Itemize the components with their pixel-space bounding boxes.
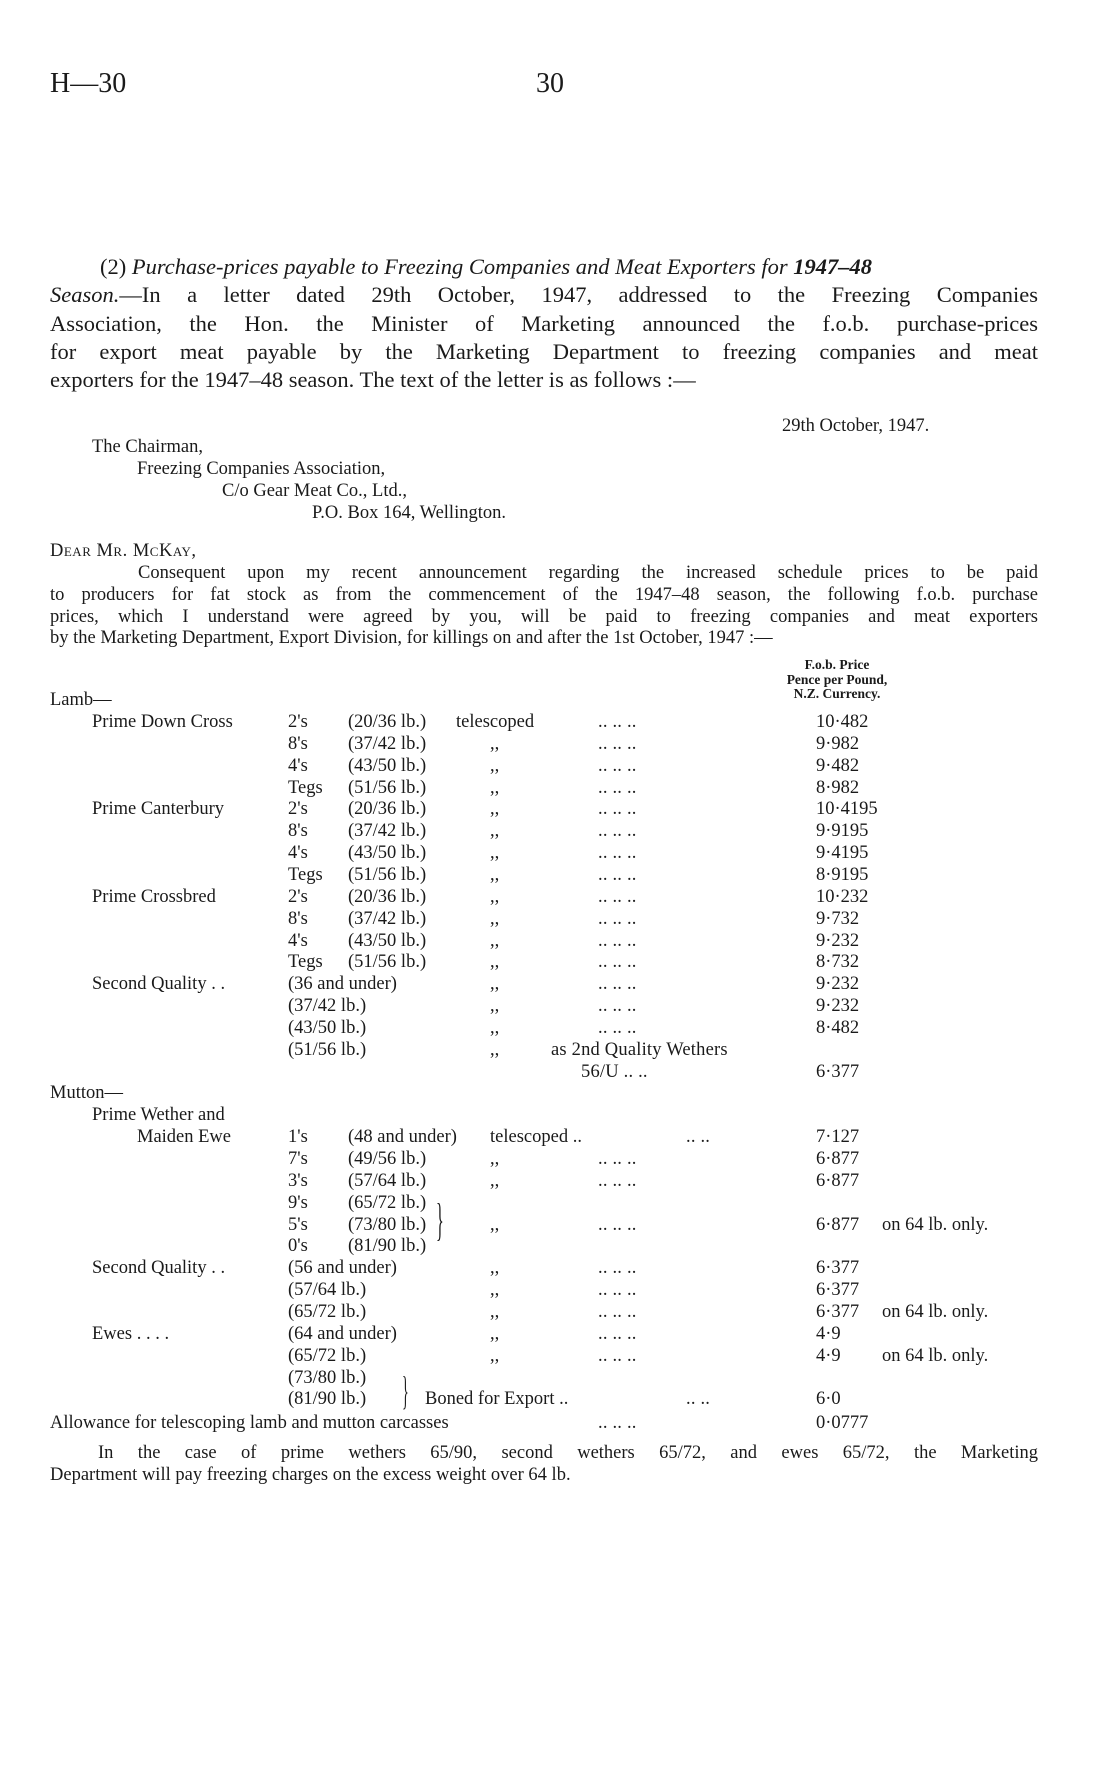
- section-lamb: Lamb—: [50, 690, 112, 710]
- row-price: 7·127: [816, 1127, 860, 1148]
- row-dots: .. .. ..: [598, 886, 637, 907]
- row-dots: .. .. ..: [598, 1017, 637, 1038]
- row-weight: (37/42 lb.): [348, 908, 427, 929]
- row-weight: (20/36 lb.): [348, 886, 427, 907]
- address-line-4: P.O. Box 164, Wellington.: [312, 503, 506, 523]
- row-price: 6·377: [816, 1280, 860, 1301]
- row-weight: (49/56 lb.): [348, 1149, 427, 1169]
- price-column-header: [752, 658, 922, 702]
- closing-line-1: In the case of prime wethers 65/90, second wethers 65/72, and ewes 65/72, the Marketing: [98, 1443, 1038, 1463]
- brace-boned-export: }: [402, 1368, 409, 1413]
- row-category: Prime Canterbury: [92, 799, 225, 820]
- row-weight: (65/72 lb.): [348, 1192, 427, 1213]
- row-weight: (20/36 lb.): [348, 799, 427, 820]
- letter-date: 29th October, 1947.: [782, 416, 930, 436]
- letter-body: [50, 563, 1038, 650]
- row-grade: Tegs: [288, 864, 323, 885]
- row-weight: (37/42 lb.): [348, 821, 427, 842]
- row-grade: (73/80 lb.): [288, 1367, 367, 1388]
- row-price: 10·232: [816, 886, 869, 907]
- row-dots: 56/U .. ..: [581, 1061, 648, 1082]
- intro-line-3: Association, the Hon. the Minister of Marketing announced the f.o.b. purchase-prices: [50, 310, 1038, 336]
- row-grade: 1's: [288, 1127, 308, 1148]
- row-price: 6·377: [816, 1061, 860, 1082]
- letter-body-line-3: prices, which I understand were agreed by you, will be paid to freezing companies and meat exporters: [50, 606, 1038, 627]
- row-category: Ewes . . . .: [92, 1323, 170, 1344]
- row-dots: .. .. ..: [598, 908, 637, 929]
- row-note: ,,: [490, 777, 500, 798]
- row-dots: .. .. ..: [598, 799, 637, 820]
- row-dots: .. .. ..: [598, 1301, 637, 1322]
- intro-line-1: (2) Purchase-prices payable to Freezing Companies and Meat Exporters for 1947–48: [100, 254, 872, 279]
- address-line-3: C/o Gear Meat Co., Ltd.,: [222, 481, 407, 501]
- row-price: 6·377: [816, 1258, 860, 1279]
- row-weight: (43/50 lb.): [348, 930, 427, 951]
- row-price: 6·877: [816, 1170, 860, 1191]
- row-price: 9·232: [816, 996, 860, 1017]
- row-note: Boned for Export ..: [425, 1389, 569, 1410]
- row-grade: 8's: [288, 821, 308, 842]
- row-grade: 5's: [288, 1214, 308, 1235]
- row-weight: (37/42 lb.): [348, 733, 427, 754]
- intro-line-4: for export meat payable by the Marketing Department to freezing companies and meat: [50, 338, 1038, 364]
- row-dots: .. ..: [686, 1127, 711, 1148]
- intro-line-5: exporters for the 1947–48 season. The text of the letter is as follows :—: [50, 367, 696, 393]
- row-note: ,,: [490, 908, 500, 929]
- row-price: 6·377: [816, 1301, 860, 1322]
- row-category: Prime Crossbred: [92, 886, 216, 907]
- letter-body-line-1: Consequent upon my recent announcement regarding the increased schedule prices to be paid: [138, 563, 1038, 583]
- closing-line-2: Department will pay freezing charges on the excess weight over 64 lb.: [50, 1464, 571, 1485]
- row-grade: 9's: [288, 1192, 308, 1213]
- row-grade: (64 and under): [288, 1323, 397, 1344]
- row-price: 8·9195: [816, 864, 869, 885]
- row-price: 4·9: [816, 1323, 841, 1344]
- intro-paragraph: [50, 253, 1038, 394]
- row-price: 9·232: [816, 974, 860, 995]
- row-grade: (57/64 lb.): [288, 1280, 367, 1301]
- row-note: ,,: [490, 799, 500, 820]
- row-price: 9·4195: [816, 843, 869, 864]
- row-dots: .. .. ..: [598, 1323, 637, 1344]
- page-number: 30: [536, 68, 564, 99]
- row-note: ,,: [490, 1258, 500, 1279]
- row-dots: .. .. ..: [598, 733, 637, 754]
- row-note: ,,: [490, 1017, 500, 1038]
- allowance-price: 0·0777: [816, 1413, 869, 1433]
- row-note: ,,: [490, 843, 500, 864]
- row-note: ,,: [490, 1301, 500, 1322]
- row-note: ,,: [490, 864, 500, 885]
- row-grade: Tegs: [288, 777, 323, 798]
- row-price: 10·482: [816, 712, 869, 732]
- letter-body-line-2: to producers for fat stock as from the commencement of the 1947–48 season, the following f.o.b. purchase: [50, 584, 1038, 605]
- row-note: telescoped ..: [490, 1127, 582, 1148]
- row-note: ,,: [490, 1170, 500, 1191]
- closing-paragraph: [50, 1443, 1038, 1487]
- row-price: 6·877: [816, 1149, 860, 1169]
- row-weight: (81/90 lb.): [348, 1236, 427, 1257]
- row-dots: as 2nd Quality Wethers: [551, 1039, 728, 1060]
- row-price: 9·732: [816, 908, 860, 929]
- row-dots: .. .. ..: [598, 755, 637, 776]
- row-dots: .. .. ..: [598, 974, 637, 995]
- row-price: 10·4195: [816, 799, 878, 820]
- section-mutton: Mutton—: [50, 1083, 123, 1104]
- row-dots: .. .. ..: [598, 1170, 637, 1191]
- row-note: ,,: [490, 755, 500, 776]
- row-price: 8·982: [816, 777, 860, 798]
- row-dots: .. .. ..: [598, 864, 637, 885]
- row-dots: .. .. ..: [598, 996, 637, 1017]
- row-grade: 3's: [288, 1170, 308, 1191]
- column-header-line-2: Pence per Pound,: [786, 671, 888, 687]
- row-weight: (20/36 lb.): [348, 712, 427, 732]
- row-note: ,,: [490, 996, 500, 1017]
- row-grade: (56 and under): [288, 1258, 397, 1279]
- row-category: Prime Wether and: [92, 1105, 225, 1126]
- row-price: 6·0: [816, 1389, 841, 1410]
- row-note: ,,: [490, 974, 500, 995]
- column-header-line-3: N.Z. Currency.: [793, 686, 881, 701]
- row-weight: (43/50 lb.): [348, 755, 427, 776]
- column-header-line-1: F.o.b. Price: [804, 657, 870, 672]
- row-category: Prime Down Cross: [92, 712, 233, 732]
- row-dots: .. .. ..: [598, 1258, 637, 1279]
- address-line-2: Freezing Companies Association,: [137, 459, 386, 479]
- row-grade: (37/42 lb.): [288, 996, 367, 1017]
- row-category: Maiden Ewe: [137, 1127, 232, 1148]
- row-grade: (43/50 lb.): [288, 1017, 367, 1038]
- document-reference: H—30: [50, 68, 127, 99]
- row-note: ,,: [490, 1280, 500, 1301]
- row-grade: (65/72 lb.): [288, 1301, 367, 1322]
- row-note: ,,: [490, 1039, 500, 1060]
- intro-line-2: Season.—In a letter dated 29th October, 1947, addressed to the Freezing Companies: [50, 282, 1038, 308]
- row-grade: (65/72 lb.): [288, 1345, 367, 1366]
- row-note: telescoped: [456, 712, 535, 732]
- row-note: ,,: [490, 1149, 500, 1169]
- row-extra: on 64 lb. only.: [882, 1345, 989, 1366]
- row-dots: .. ..: [686, 1389, 711, 1410]
- row-grade: 4's: [288, 843, 308, 864]
- allowance-dots: .. .. ..: [598, 1413, 637, 1433]
- row-dots: .. .. ..: [598, 1280, 637, 1301]
- row-note: ,,: [490, 821, 500, 842]
- row-dots: .. .. ..: [598, 1214, 637, 1235]
- row-grade: 2's: [288, 712, 308, 732]
- row-note: ,,: [490, 1323, 500, 1344]
- row-price: 6·877: [816, 1214, 860, 1235]
- row-dots: .. .. ..: [598, 930, 637, 951]
- row-dots: .. .. ..: [598, 821, 637, 842]
- row-grade: 7's: [288, 1149, 308, 1169]
- row-price: 8·482: [816, 1017, 860, 1038]
- row-weight: (51/56 lb.): [348, 777, 427, 798]
- row-weight: (73/80 lb.): [348, 1214, 427, 1235]
- row-price: 9·9195: [816, 821, 869, 842]
- row-weight: (51/56 lb.): [348, 864, 427, 885]
- letter-body-line-4: by the Marketing Department, Export Division, for killings on and after the 1st October, 1947 :—: [50, 628, 773, 649]
- row-extra: on 64 lb. only.: [882, 1214, 989, 1235]
- row-weight: (57/64 lb.): [348, 1170, 427, 1191]
- row-category: Second Quality . .: [92, 974, 226, 995]
- row-price: 8·732: [816, 952, 860, 973]
- row-dots: .. .. ..: [598, 1345, 637, 1366]
- brace-mutton-grades: }: [436, 1194, 444, 1245]
- row-note: ,,: [490, 952, 500, 973]
- row-note: ,,: [490, 930, 500, 951]
- salutation: Dear Mr. McKay,: [50, 541, 197, 561]
- row-dots: .. .. ..: [598, 712, 637, 732]
- row-weight: (51/56 lb.): [348, 952, 427, 973]
- row-category: Second Quality . .: [92, 1258, 226, 1279]
- row-grade: 4's: [288, 755, 308, 776]
- row-grade: 8's: [288, 908, 308, 929]
- row-grade: 8's: [288, 733, 308, 754]
- row-note: ,,: [490, 733, 500, 754]
- row-price: 9·482: [816, 755, 860, 776]
- row-grade: 2's: [288, 886, 308, 907]
- row-dots: .. .. ..: [598, 1149, 637, 1169]
- row-dots: .. .. ..: [598, 843, 637, 864]
- row-grade: (51/56 lb.): [288, 1039, 367, 1060]
- row-grade: 4's: [288, 930, 308, 951]
- row-extra: on 64 lb. only.: [882, 1301, 989, 1322]
- row-price: 4·9: [816, 1345, 841, 1366]
- row-note: ,,: [490, 886, 500, 907]
- row-dots: .. .. ..: [598, 777, 637, 798]
- address-line-1: The Chairman,: [92, 437, 203, 457]
- row-weight: (48 and under): [348, 1127, 457, 1148]
- row-note: ,,: [490, 1214, 500, 1235]
- row-grade: (36 and under): [288, 974, 397, 995]
- row-note: ,,: [490, 1345, 500, 1366]
- row-grade: 2's: [288, 799, 308, 820]
- row-weight: (43/50 lb.): [348, 843, 427, 864]
- row-price: 9·232: [816, 930, 860, 951]
- row-dots: .. .. ..: [598, 952, 637, 973]
- row-price: 9·982: [816, 733, 860, 754]
- row-grade: (81/90 lb.): [288, 1389, 367, 1410]
- row-grade: Tegs: [288, 952, 323, 973]
- row-grade: 0's: [288, 1236, 308, 1257]
- allowance-label: Allowance for telescoping lamb and mutton carcasses: [50, 1413, 449, 1433]
